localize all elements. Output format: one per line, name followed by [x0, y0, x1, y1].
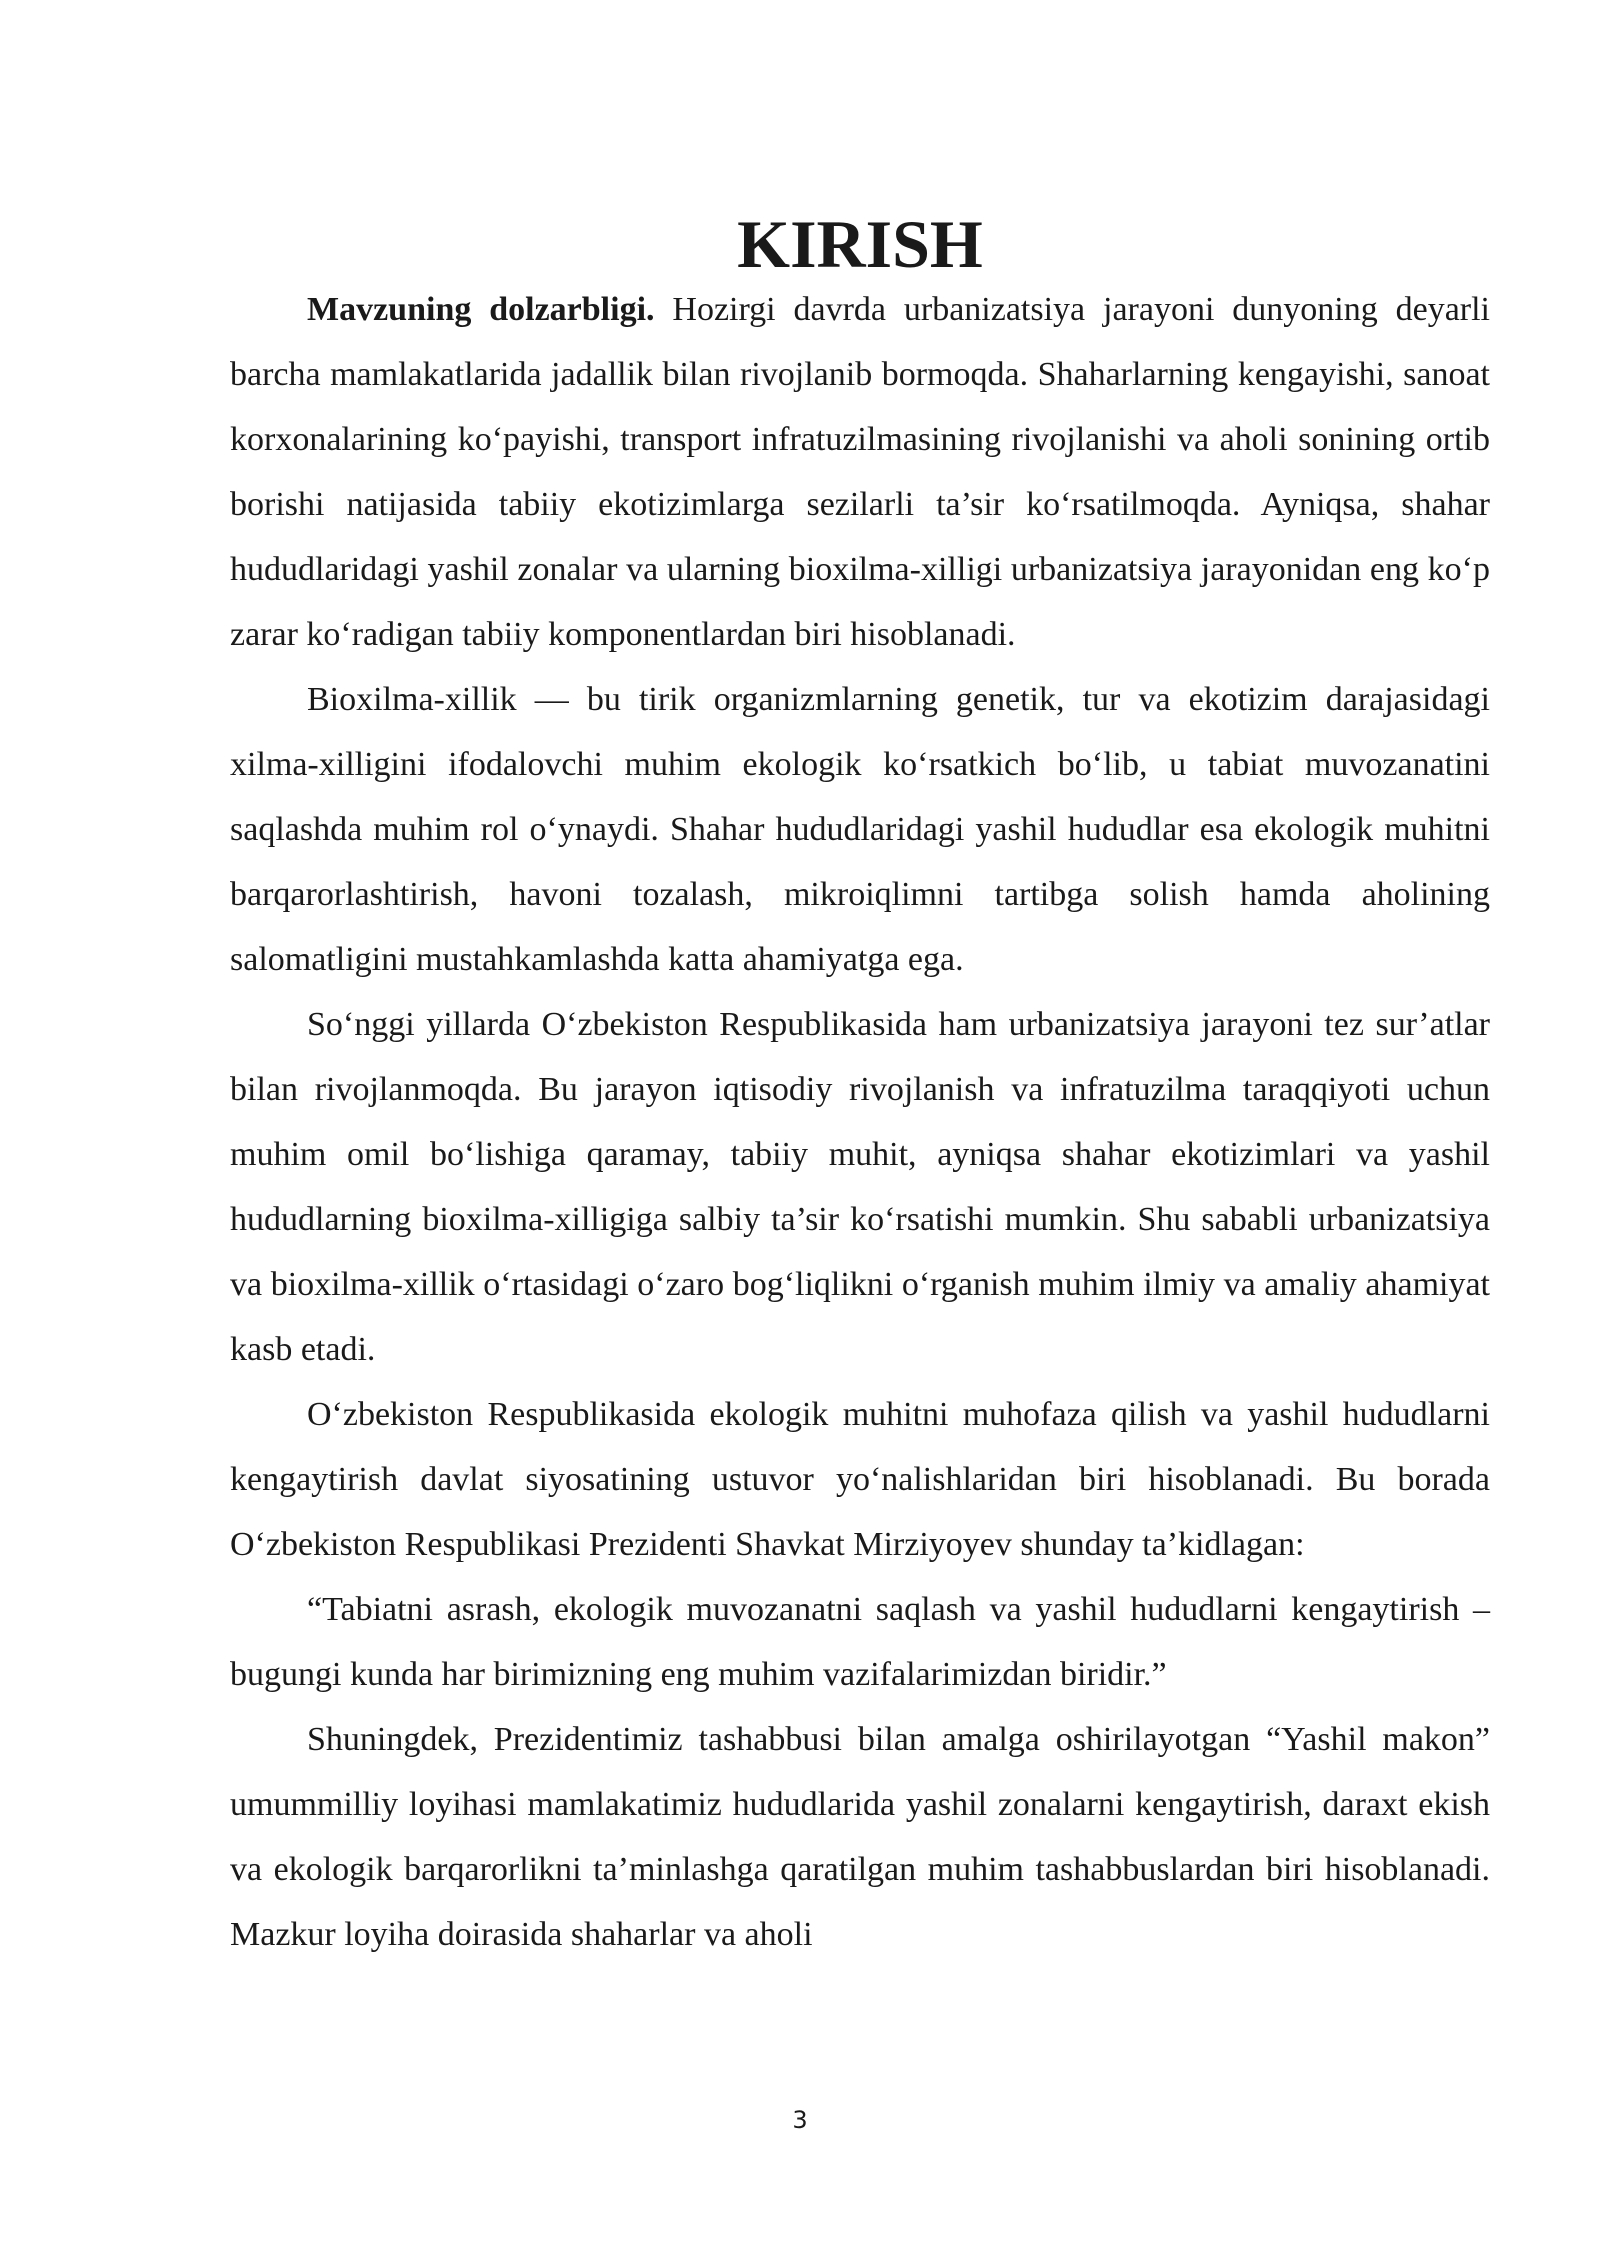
paragraph-quote: “Tabiatni asrash, ekologik muvozanatni saqlash va yashil hududlarni kengaytirish – bugungi kunda har birimizning eng muhim vazifalarimizdan biridir.”: [230, 1591, 1490, 1693]
paragraph-text: Hozirgi davrda urbanizatsiya jarayoni dunyoning deyarli barcha mamlakatlarida jadallik bilan rivojlanib bormoqda. Shaharlarning kengayishi, sanoat korxonalarining ko‘payishi, transport infratuzilmasining rivojlanishi va aholi sonining ortib borishi natijasida tabiiy ekotizimlarga sezilarli ta’sir ko‘rsatilmoqda. Ayniqsa, shahar hududlaridagi yashil zonalar va ularning bioxilma-xilligi urbanizatsiya jarayonidan eng ko‘p zarar ko‘radigan tabiiy komponentlardan biri hisoblanadi.: [230, 291, 1490, 653]
paragraph-relevance: [230, 277, 1490, 667]
page-number: 3: [792, 2106, 808, 2134]
paragraph-yashil-makon: Shuningdek, Prezidentimiz tashabbusi bilan amalga oshirilayotgan “Yashil makon” umummilliy loyihasi mamlakatimiz hududlarida yashil zonalarni kengaytirish, daraxt ekish va ekologik barqarorlikni ta’minlashga qaratilgan muhim tashabbuslardan biri hisoblanadi. Mazkur loyiha doirasida shaharlar va aholi: [230, 1721, 1490, 1953]
section-title: KIRISH: [737, 206, 983, 282]
paragraph-uzbekistan-urbanization: So‘nggi yillarda O‘zbekiston Respublikasida ham urbanizatsiya jarayoni tez sur’atlar bilan rivojlanmoqda. Bu jarayon iqtisodiy rivojlanish va infratuzilma taraqqiyoti uchun muhim omil bo‘lishiga qaramay, tabiiy muhit, ayniqsa shahar ekotizimlari va yashil hududlarning bioxilma-xilligiga salbiy ta’sir ko‘rsatishi mumkin. Shu sababli urbanizatsiya va bioxilma-xillik o‘rtasidagi o‘zaro bog‘liqlikni o‘rganish muhim ilmiy va amaliy ahamiyat kasb etadi.: [230, 1006, 1490, 1368]
paragraph-biodiversity: Bioxilma-xillik — bu tirik organizmlarning genetik, tur va ekotizim darajasidagi xilma-xilligini ifodalovchi muhim ekologik ko‘rsatkich bo‘lib, u tabiat muvozanatini saqlashda muhim rol o‘ynaydi. Shahar hududlaridagi yashil hududlar esa ekologik muhitni barqarorlashtirish, havoni tozalash, mikroiqlimni tartibga solish hamda aholining salomatligini mustahkamlashda katta ahamiyatga ega.: [230, 681, 1490, 978]
document-body: [230, 206, 1490, 1967]
paragraph-lead: Mavzuning dolzarbligi.: [307, 291, 655, 328]
paragraph-state-policy: O‘zbekiston Respublikasida ekologik muhitni muhofaza qilish va yashil hududlarni kengaytirish davlat siyosatining ustuvor yo‘nalishlaridan biri hisoblanadi. Bu borada O‘zbekiston Respublikasi Prezidenti Shavkat Mirziyoyev shunday ta’kidlagan:: [230, 1396, 1490, 1563]
